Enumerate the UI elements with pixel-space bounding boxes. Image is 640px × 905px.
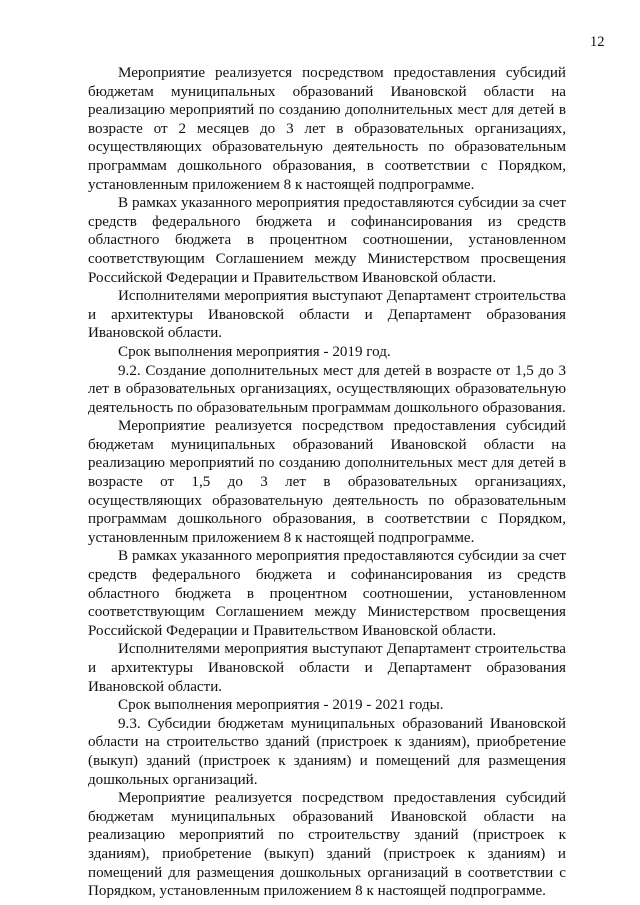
paragraph-executors-1: Исполнителями мероприятия выступают Департамент строительства и архитектуры Ивановской области и Департамент образования Ивановской области.	[88, 288, 566, 342]
section-heading-9-2: 9.2. Создание дополнительных мест для детей в возрасте от 1,5 до 3 лет в образовательных организациях, осуществляющих образовательную деятельность по образовательным программам дошкольного образования.	[88, 362, 566, 416]
paragraph-construction-measure: Мероприятие реализуется посредством предоставления субсидий бюджетам муниципальных образований Ивановской области на реализацию мероприятий по строительству зданий (пристроек к зданиям), приобретение (выкуп) зданий (пристроек к зданиям) и помещений для размещения дошкольных организаций в соответствии с Порядком, установленным приложением 8 к настоящей подпрограмме.	[88, 790, 566, 900]
paragraph-deadline-2: Срок выполнения мероприятия - 2019 - 2021 годы.	[118, 697, 444, 714]
paragraph-executors-2: Исполнителями мероприятия выступают Департамент строительства и архитектуры Ивановской области и Департамент образования Ивановской области.	[88, 641, 566, 695]
page-number: 12	[590, 34, 605, 50]
section-heading-9-3: 9.3. Субсидии бюджетам муниципальных образований Ивановской области на строительство зданий (пристроек к зданиям), приобретение (выкуп) зданий (пристроек к зданиям) и помещений для размещения дошкольных организаций.	[88, 715, 566, 788]
paragraph-funding-2-month: В рамках указанного мероприятия предоставляются субсидии за счет средств федерального бюджета и софинансирования из средств областного бюджета в процентном соотношении, установленном соответствующим Соглашением между Министерством просвещения Российской Федерации и Правительством Ивановской области.	[88, 195, 566, 286]
document-body	[88, 64, 566, 901]
paragraph-deadline-1: Срок выполнения мероприятия - 2019 год.	[118, 343, 391, 360]
paragraph-funding-1-5-year: В рамках указанного мероприятия предоставляются субсидии за счет средств федерального бюджета и софинансирования из средств областного бюджета в процентном соотношении, установленном соответствующим Соглашением между Министерством просвещения Российской Федерации и Правительством Ивановской области.	[88, 548, 566, 639]
paragraph-1-5-year-measure: Мероприятие реализуется посредством предоставления субсидий бюджетам муниципальных образований Ивановской области на реализацию мероприятий по созданию дополнительных мест для детей в возрасте от 1,5 до 3 лет в образовательных организациях, осуществляющих образовательную деятельность по образовательным программам дошкольного образования, в соответствии с Порядком, установленным приложением 8 к настоящей подпрограмме.	[88, 418, 566, 546]
paragraph-2-month-measure: Мероприятие реализуется посредством предоставления субсидий бюджетам муниципальных образований Ивановской области на реализацию мероприятий по созданию дополнительных мест для детей в возрасте от 2 месяцев до 3 лет в образовательных организациях, осуществляющих образовательную деятельность по образовательным программам дошкольного образования, в соответствии с Порядком, установленным приложением 8 к настоящей подпрограмме.	[88, 65, 566, 193]
